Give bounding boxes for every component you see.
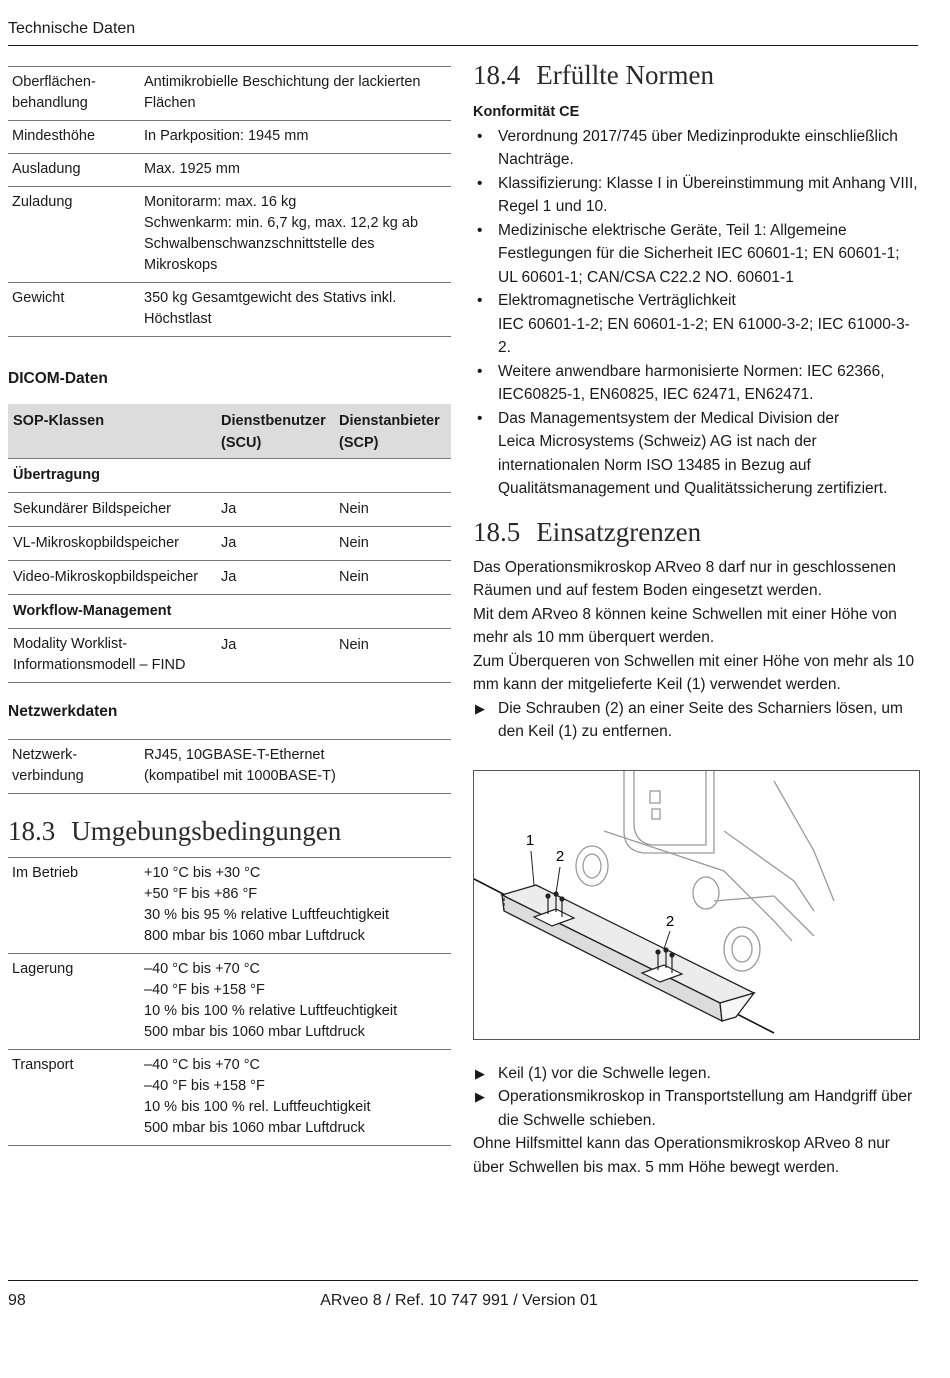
list-item — [473, 360, 920, 407]
paragraph: Mit dem ARveo 8 können keine Schwellen mit einer Höhe von mehr als 10 mm überquert werden. — [473, 605, 897, 646]
list-item — [473, 289, 920, 360]
list-item-text: Klassifizierung: Klasse I in Übereinstimmung mit Anhang VIII, Regel 1 und 10. — [498, 174, 918, 215]
spec-key: Im Betrieb — [8, 858, 140, 954]
list-item-text: Elektromagnetische Verträglichkeit IEC 60601-1-2; EN 60601-1-2; EN 61000-3-2; IEC 61000-3-2. — [498, 292, 910, 356]
column-header: SOP-Klassen — [8, 404, 216, 459]
section-heading-environment — [8, 816, 451, 847]
bullet-icon: • — [477, 409, 483, 427]
group-label: Übertragung — [8, 459, 451, 493]
instruction-list — [473, 697, 920, 744]
group-label: Workflow-Management — [8, 595, 451, 629]
section-number: 18.5 — [473, 516, 521, 547]
step-text: Die Schrauben (2) an einer Seite des Scharniers lösen, um den Keil (1) zu entfernen. — [498, 699, 903, 740]
spec-key: Transport — [8, 1050, 140, 1146]
spec-key: Zuladung — [8, 187, 140, 283]
spec-key: Lagerung — [8, 954, 140, 1050]
table-cell: Modality Worklist- Informationsmodell – FIND — [8, 629, 216, 683]
document-reference: ARveo 8 / Ref. 10 747 991 / Version 01 — [320, 1292, 598, 1309]
bullet-icon: • — [477, 127, 483, 145]
instruction-step — [473, 1085, 920, 1132]
dicom-table — [8, 404, 451, 683]
table-row — [8, 561, 451, 595]
table-cell: Ja — [216, 527, 334, 561]
spec-key: Mindesthöhe — [8, 121, 140, 154]
instruction-step — [473, 1062, 920, 1086]
spec-key: Oberflächen- behandlung — [8, 67, 140, 121]
table-cell: Ja — [216, 493, 334, 527]
table-cell: Sekundärer Bildspeicher — [8, 493, 216, 527]
list-item — [473, 407, 920, 501]
step-text: Keil (1) vor die Schwelle legen. — [498, 1064, 711, 1082]
stand-specs-table — [8, 66, 451, 337]
right-column — [473, 60, 920, 1179]
table-row — [8, 283, 451, 337]
spec-value: Max. 1925 mm — [140, 154, 451, 187]
wedge-drawing — [474, 771, 919, 1039]
table-cell: Nein — [334, 561, 451, 595]
table-row — [8, 629, 451, 683]
callout-label: 1 — [525, 831, 535, 849]
callout-line — [664, 931, 670, 949]
bullet-icon: • — [477, 292, 483, 309]
list-item-text: Verordnung 2017/745 über Medizinprodukte einschließlich Nachträge. — [498, 127, 898, 168]
instruction-list — [473, 1062, 920, 1133]
table-group-row — [8, 595, 451, 629]
section-number: 18.3 — [8, 816, 56, 846]
network-heading: Netzwerkdaten — [8, 703, 118, 720]
spec-value: Monitorarm: max. 16 kg Schwenkarm: min. 6,7 kg, max. 12,2 kg ab Schwalbenschwanzschnittstelle des Mikroskops — [140, 187, 451, 283]
list-item — [473, 125, 920, 172]
step-arrow-icon: ▶ — [475, 1065, 485, 1081]
table-row — [8, 1050, 451, 1146]
norms-subheading: Konformität CE — [473, 104, 580, 120]
section-title: Erfüllte Normen — [536, 60, 714, 90]
spec-value: +10 °C bis +30 °C +50 °F bis +86 °F 30 % bis 95 % relative Luftfeuchtigkeit 800 mbar bis 1060 mbar Luftdruck — [140, 858, 451, 954]
spec-value: 350 kg Gesamtgewicht des Stativs inkl. Höchstlast — [140, 283, 451, 337]
list-item-text: Das Managementsystem der Medical Division der Leica Microsystems (Schweiz) AG ist nach der internationalen Norm ISO 13485 in Bezug auf Qualitätsmanagement und Qualitätssicherung zertifiziert. — [498, 409, 888, 497]
list-item — [473, 172, 920, 219]
table-cell: Nein — [334, 527, 451, 561]
table-row — [8, 527, 451, 561]
step-arrow-icon: ▶ — [475, 700, 485, 716]
wedge-shape — [502, 885, 754, 1021]
spec-key: Netzwerk- verbindung — [8, 740, 140, 794]
table-cell: Nein — [334, 629, 451, 683]
spec-key: Gewicht — [8, 283, 140, 337]
section-number: 18.4 — [473, 60, 521, 90]
section-title: Einsatzgrenzen — [536, 516, 702, 547]
wedge-illustration — [473, 770, 920, 1040]
spec-key: Ausladung — [8, 154, 140, 187]
table-cell: VL-Mikroskopbildspeicher — [8, 527, 216, 561]
paragraph: Ohne Hilfsmittel kann das Operationsmikroskop ARveo 8 nur über Schwellen bis max. 5 mm Höhe bewegt werden. — [473, 1135, 890, 1176]
table-row — [8, 493, 451, 527]
table-row — [8, 858, 451, 954]
callout-line — [531, 851, 534, 885]
table-row — [8, 954, 451, 1050]
callout-label: 2 — [555, 847, 565, 865]
paragraph: Zum Überqueren von Schwellen mit einer Höhe von mehr als 10 mm kann der mitgelieferte Keil (1) verwendet werden. — [473, 652, 915, 693]
list-item — [473, 219, 920, 290]
callout-label: 2 — [665, 912, 675, 930]
table-cell: Video-Mikroskopbildspeicher — [8, 561, 216, 595]
table-row — [8, 740, 451, 794]
callout-line — [556, 867, 560, 893]
section-title: Umgebungsbedingungen — [71, 816, 342, 846]
step-arrow-icon: ▶ — [475, 1089, 485, 1104]
header-rule — [8, 45, 918, 46]
table-group-row — [8, 459, 451, 493]
bullet-icon: • — [477, 221, 483, 239]
network-table — [8, 739, 451, 794]
bullet-icon: • — [477, 174, 483, 192]
spec-value: Antimikrobielle Beschichtung der lackierten Flächen — [140, 67, 451, 121]
spec-value: In Parkposition: 1945 mm — [140, 121, 451, 154]
footer-rule — [8, 1280, 918, 1281]
spec-value: –40 °C bis +70 °C –40 °F bis +158 °F 10 % bis 100 % rel. Luftfeuchtigkeit 500 mbar bis 1060 mbar Luftdruck — [140, 1050, 451, 1146]
table-row — [8, 154, 451, 187]
section-heading-limits — [473, 517, 920, 548]
instruction-step — [473, 697, 920, 744]
page-number: 98 — [8, 1292, 26, 1309]
dicom-heading: DICOM-Daten — [8, 370, 108, 387]
column-header: Dienstbenutzer (SCU) — [216, 404, 334, 459]
step-text: Operationsmikroskop in Transportstellung am Handgriff über die Schwelle schieben. — [498, 1088, 913, 1129]
table-row — [8, 187, 451, 283]
table-cell: Nein — [334, 493, 451, 527]
table-cell: Ja — [216, 629, 334, 683]
environment-table — [8, 857, 451, 1146]
spec-value: RJ45, 10GBASE-T-Ethernet (kompatibel mit 1000BASE-T) — [140, 740, 451, 794]
table-cell: Ja — [216, 561, 334, 595]
paragraph: Das Operationsmikroskop ARveo 8 darf nur in geschlossenen Räumen und auf festem Boden eingesetzt werden. — [473, 558, 897, 599]
spec-value: –40 °C bis +70 °C –40 °F bis +158 °F 10 % bis 100 % relative Luftfeuchtigkeit 500 mbar bis 1060 mbar Luftdruck — [140, 954, 451, 1050]
section-heading-norms — [473, 60, 920, 91]
running-header: Technische Daten — [8, 20, 136, 37]
table-row — [8, 67, 451, 121]
column-header: Dienstanbieter (SCP) — [334, 404, 451, 459]
list-item-text: Medizinische elektrische Geräte, Teil 1: Allgemeine Festlegungen für die Sicherheit IEC 60601-1; EN 60601-1; UL 60601-1; CAN/CSA C22.2 NO. 60601-1 — [498, 221, 900, 286]
left-column — [8, 66, 451, 1146]
bullet-icon: • — [477, 362, 483, 380]
table-row — [8, 121, 451, 154]
norms-list — [473, 125, 920, 501]
table-header-row — [8, 404, 451, 459]
list-item-text: Weitere anwendbare harmonisierte Normen: IEC 62366, IEC60825-1, EN60825, IEC 62471, EN62471. — [498, 362, 885, 403]
